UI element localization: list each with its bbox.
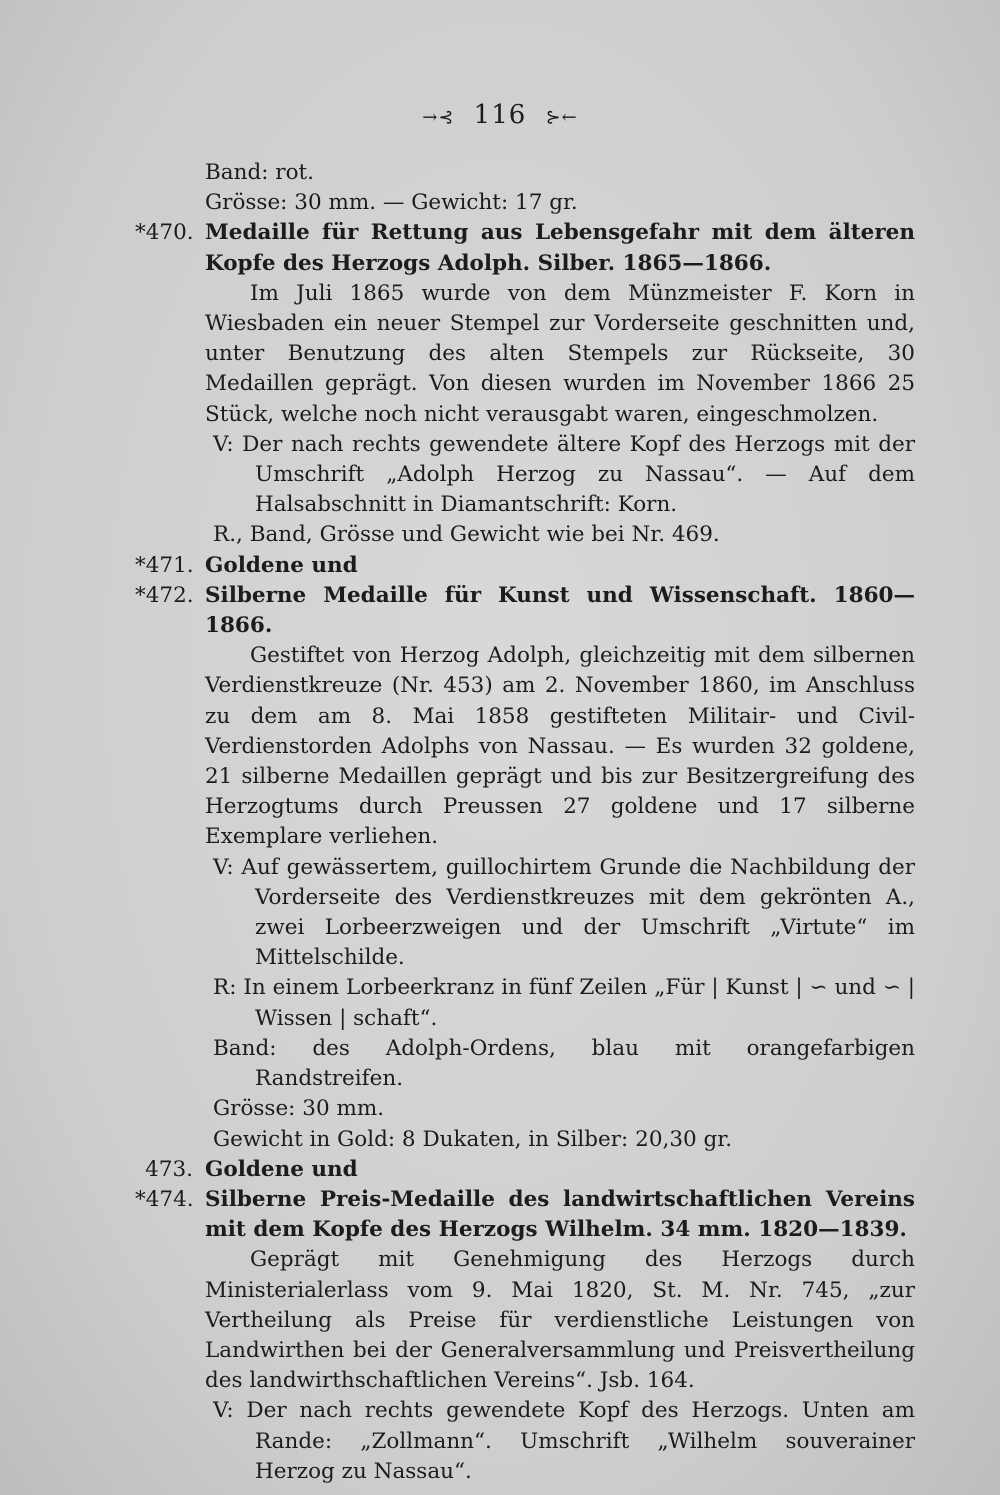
page-number: 116 [473,100,527,130]
entry-title: Medaille für Rettung aus Lebensgefahr mit dem älteren Kopfe des Herzogs Adolph. Silber. 1865—1866. [205,220,915,276]
entry-number: *472. [135,582,194,608]
paragraph: Gestiftet von Herzog Adolph, gleichzeitig mit dem silbernen Verdienstkreuze (Nr. 453) am 2. November 1860, im Anschluss zu dem am 8. Mai 1858 gestifteten Militair- und Civil-Verdienstorden Adolphs von Nassau. — Es wurden 32 goldene, 21 silberne Medaillen geprägt und bis zur Besitzergreifung des Herzogtums durch Preussen 27 goldene und 17 silberne Exemplare verliehen. [205,643,915,850]
entry-number: *471. [135,552,194,578]
ornament-left-icon: →⊰ [422,107,455,128]
page-header [0,100,1000,130]
obverse-description: V: Der nach rechts gewendete ältere Kopf des Herzogs mit der Umschrift „Adolph Herzog zu Nassau“. — Auf dem Halsabschnitt in Diamantschrift: Korn. [213,431,915,518]
weight-line: Gewicht in Gold: 8 Dukaten, in Silber: 20,30 gr. [213,1126,733,1152]
entry-title: Goldene und [205,552,358,578]
reverse-description: R., Band, Grösse und Gewicht wie bei Nr. 469. [213,522,720,548]
band-line: Band: rot. [205,160,315,185]
paragraph: Im Juli 1865 wurde von dem Münzmeister F. Korn in Wiesbaden ein neuer Stempel zur Vorderseite geschnitten und, unter Benutzung des alten Stempels zur Rückseite, 30 Medaillen geprägt. Von diesen wurden im November 1866 25 Stück, welche noch nicht verausgabt waren, eingeschmolzen. [205,280,915,427]
paragraph: Geprägt mit Genehmigung des Herzogs durch Ministerialerlass vom 9. Mai 1820, St. M. Nr. 745, „zur Vertheilung als Preise für verdienstliche Leistungen von Landwirthen bei der Generalversammlung und Preisvertheilung des landwirthschaftlichen Vereins“. Jsb. 164. [205,1247,915,1394]
entry-470 [135,218,915,278]
size-line: Grösse: 30 mm. [213,1096,385,1122]
reverse-description: R: In einem Lorbeerkranz in fünf Zeilen „Für | Kunst | ∽ und ∽ | Wissen | schaft“. [213,975,915,1031]
size-line: Grösse: 30 mm. — Gewicht: 17 gr. [205,190,578,216]
entry-472 [135,581,915,641]
entry-number: *470. [135,220,194,246]
ornament-right-icon: ⊱← [545,107,578,128]
obverse-description: V: Auf gewässertem, guillochirtem Grunde die Nachbildung der Vorderseite des Verdienstkreuzes mit dem gekrönten A., zwei Lorbeerzweigen und der Umschrift „Virtute“ im Mittelschilde. [213,854,915,971]
band-line: Band: des Adolph-Ordens, blau mit orangefarbigen Randstreifen. [213,1035,915,1092]
entry-471 [135,551,915,581]
entry-number: *474. [135,1186,194,1212]
entry-title: Goldene und [205,1156,358,1182]
entry-title: Silberne Medaille für Kunst und Wissenschaft. 1860—1866. [205,582,915,639]
entry-number: 473. [145,1156,193,1182]
entry-title: Silberne Preis-Medaille des landwirtschaftlichen Vereins mit dem Kopfe des Herzogs Wilhelm. 34 mm. 1820—1839. [205,1186,915,1243]
entry-474 [135,1185,915,1245]
page-body [135,158,915,1487]
entry-473 [135,1155,915,1185]
obverse-description: V: Der nach rechts gewendete Kopf des Herzogs. Unten am Rande: „Zollmann“. Umschrift „Wilhelm souverainer Herzog zu Nassau“. [213,1398,915,1484]
